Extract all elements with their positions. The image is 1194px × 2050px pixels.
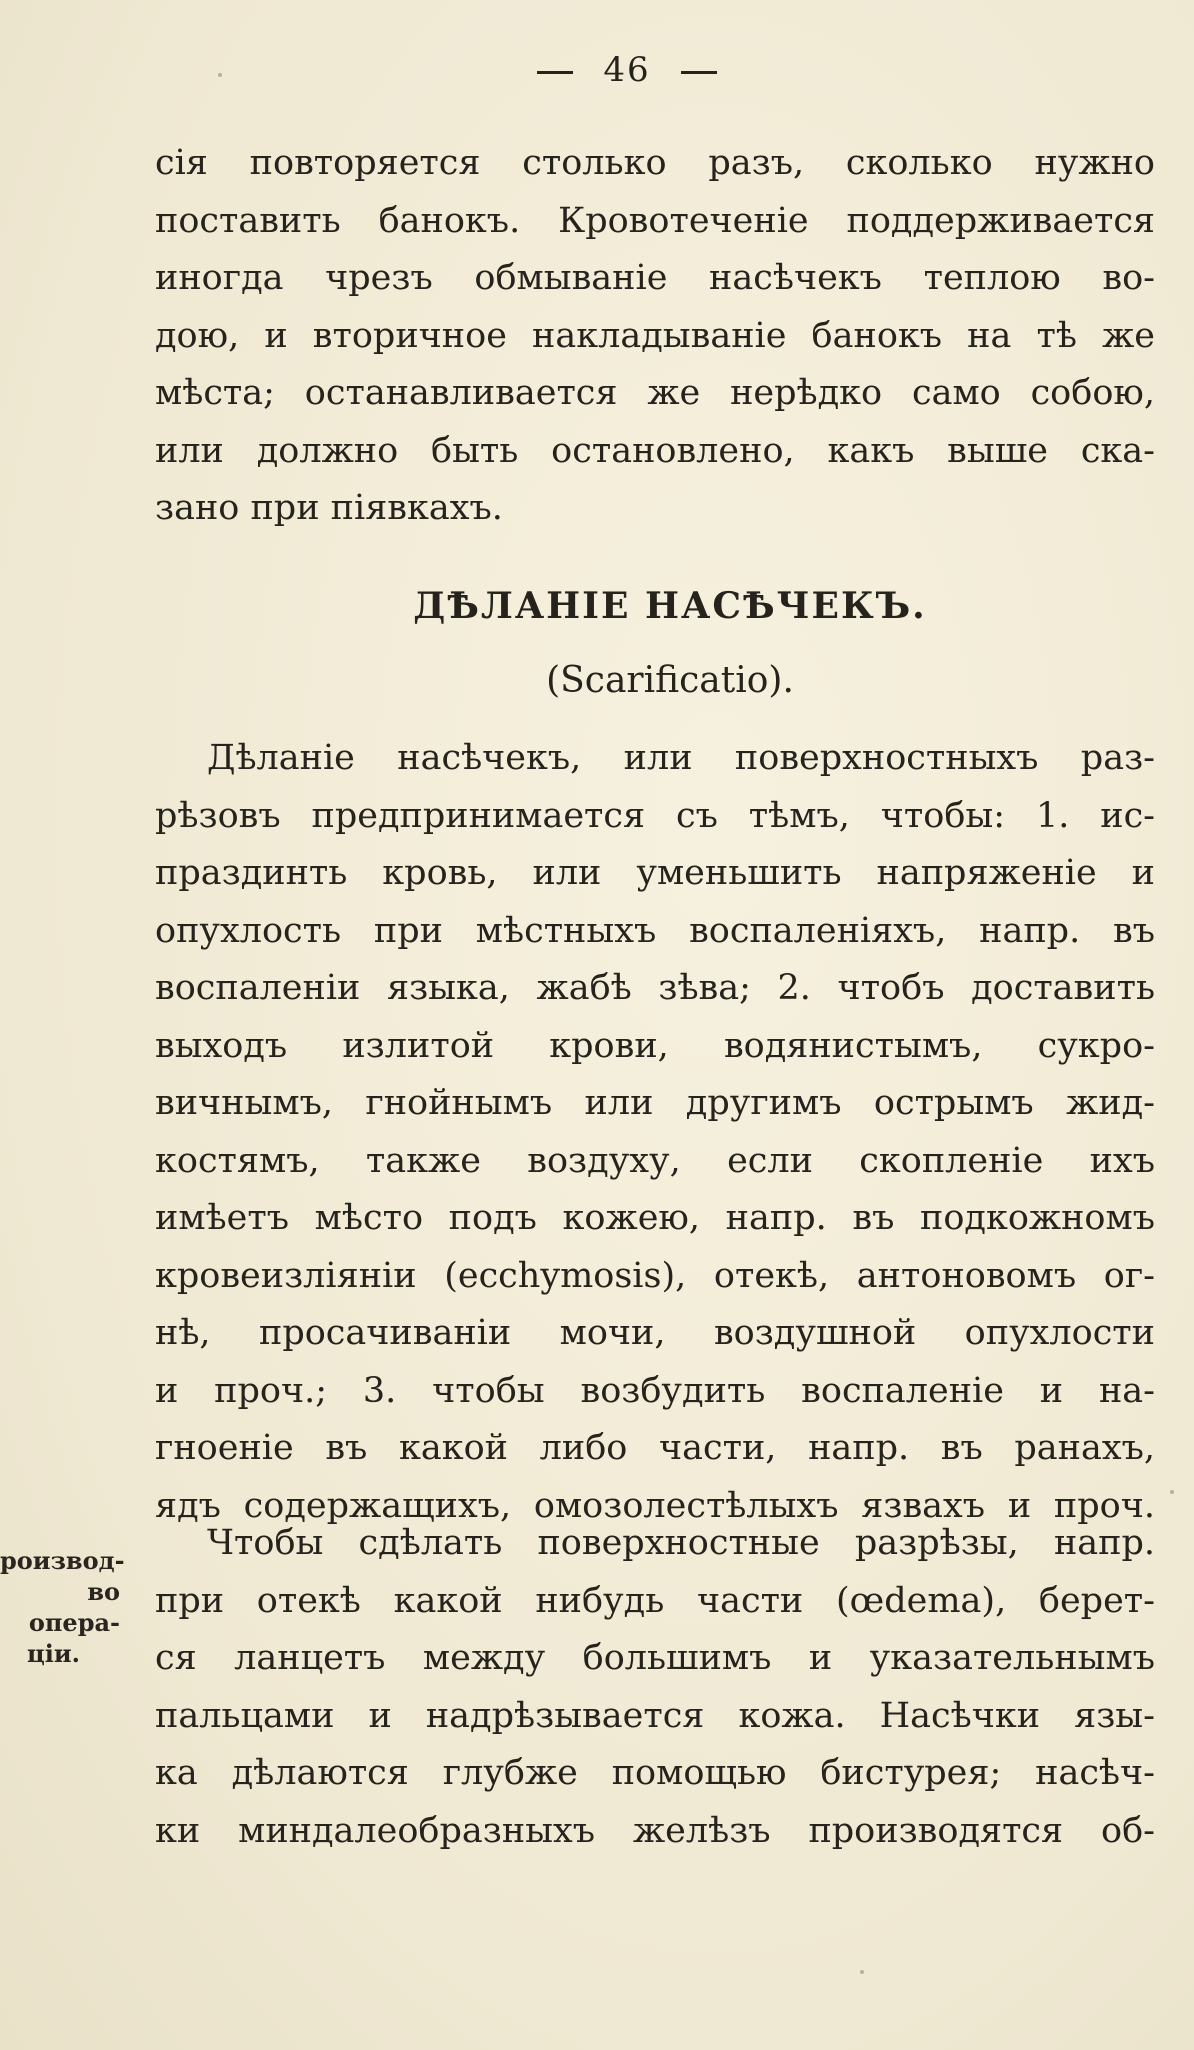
text-line: Чтобы сдѣлать поверхностные разрѣзы, напр. — [207, 1523, 1155, 1563]
text-line: ка дѣлаются глубже помощью бистурея; насѣч- — [155, 1753, 1155, 1793]
text-line: ядъ содержащихъ, омозолестѣлыхъ язвахъ и проч. — [155, 1485, 1155, 1526]
text-line: или должно быть остановлено, какъ выше ска- — [155, 430, 1155, 471]
text-line: выходъ излитой крови, водянистымъ, сукро- — [155, 1025, 1155, 1066]
text-line: мѣста; останавливается же нерѣдко само собою, — [155, 373, 1155, 413]
margin-note-line: во опера- — [28, 1577, 120, 1637]
paper-speck — [860, 1970, 864, 1974]
paragraph-scarification-purpose — [155, 730, 1155, 1535]
text-line: гноеніе въ какой либо части, напр. въ ранахъ, — [155, 1428, 1155, 1468]
text-line: зано при піявкахъ. — [155, 488, 503, 528]
header-dash-right — [681, 71, 717, 74]
margin-note — [0, 1545, 125, 1669]
text-line: кровеизліяніи (ecchymosis), отекѣ, антоновомъ ог- — [155, 1255, 1155, 1296]
text-line: иногда чрезъ обмываніе насѣчекъ теплою во- — [155, 258, 1155, 298]
text-line: нѣ, просачиваніи мочи, воздушной опухлости — [155, 1313, 1155, 1353]
text-line: вичнымъ, гнойнымъ или другимъ острымъ жид- — [155, 1083, 1155, 1123]
text-line: имѣетъ мѣсто подъ кожею, напр. въ подкожномъ — [155, 1198, 1155, 1238]
text-line: ся ланцетъ между большимъ и указательнымъ — [155, 1638, 1155, 1678]
paragraph-continued — [155, 135, 1155, 538]
text-line: пальцами и надрѣзывается кожа. Насѣчки язы- — [155, 1695, 1155, 1736]
text-line: дою, и вторичное накладываніе банокъ на тѣ же — [155, 315, 1155, 356]
text-line: ки миндалеобразныхъ желѣзъ производятся об- — [155, 1810, 1155, 1851]
header-dash-left — [537, 71, 573, 74]
text-line: поставить банокъ. Кровотеченіе поддерживается — [155, 200, 1155, 241]
section-title: ДѢЛАНІЕ НАСѢЧЕКЪ. — [413, 585, 927, 627]
text-line: при отекѣ какой нибудь части (œdema), берет- — [155, 1580, 1155, 1621]
text-line: праздинть кровь, или уменьшить напряженіе и — [155, 853, 1155, 893]
text-line: Дѣланіе насѣчекъ, или поверхностныхъ раз- — [207, 738, 1155, 778]
paper-speck — [218, 73, 222, 77]
page-header — [0, 50, 1194, 90]
page-number: 46 — [603, 50, 651, 90]
text-line: рѣзовъ предпринимается съ тѣмъ, чтобы: 1. ис- — [155, 795, 1155, 836]
section-subtitle: (Scarificatio). — [546, 660, 794, 701]
text-line: воспаленіи языка, жабѣ зѣва; 2. чтобъ доставить — [155, 968, 1155, 1008]
text-line: костямъ, также воздуху, если скопленіе ихъ — [155, 1140, 1155, 1181]
margin-note-line: ціи. — [26, 1639, 80, 1668]
text-line: сія повторяется столько разъ, сколько нужно — [155, 143, 1155, 183]
paper-speck — [1170, 1490, 1174, 1494]
text-line: и проч.; 3. чтобы возбудить воспаленіе и на- — [155, 1370, 1155, 1411]
text-line: опухлость при мѣстныхъ воспаленіяхъ, напр. въ — [155, 910, 1155, 951]
paragraph-procedure — [155, 1515, 1155, 1860]
margin-note-line: роизвод- — [0, 1546, 125, 1575]
